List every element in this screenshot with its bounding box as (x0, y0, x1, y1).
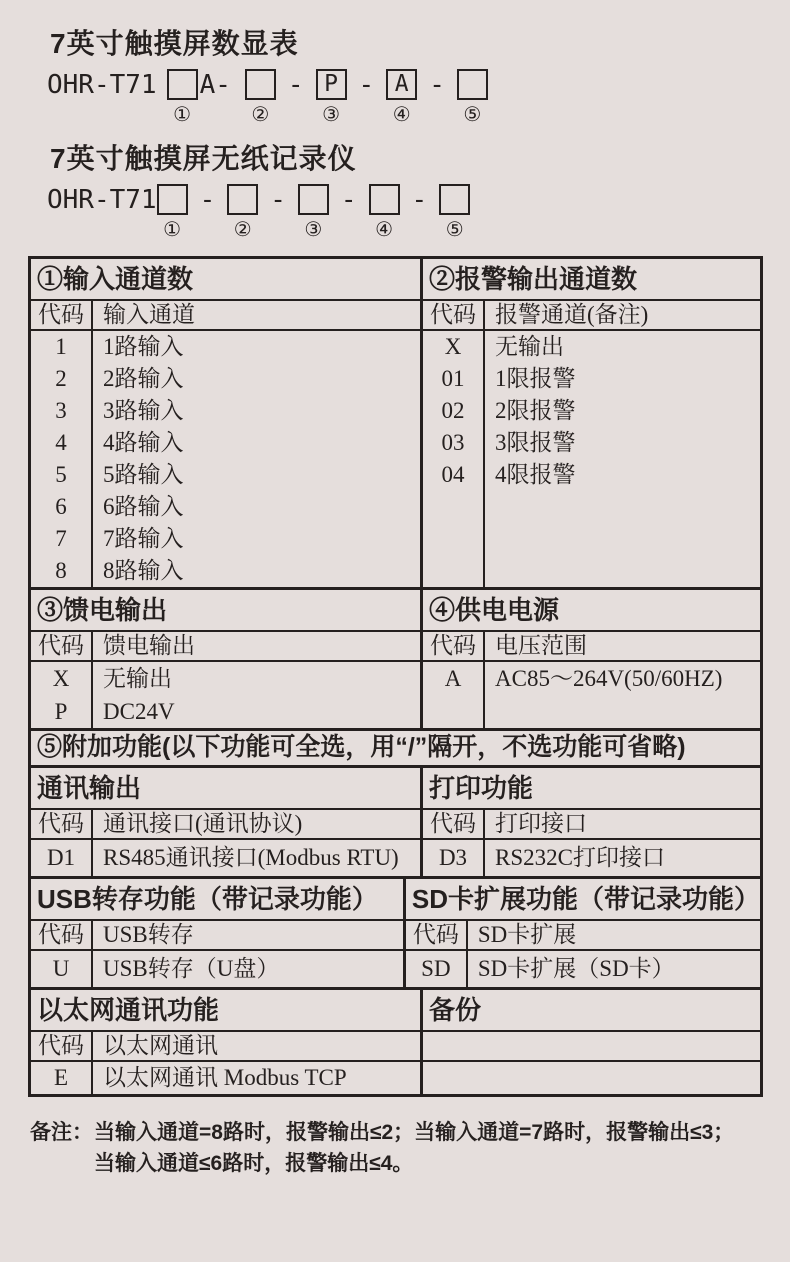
code-cell: P (54, 699, 68, 724)
model-separator: A- (199, 70, 231, 100)
desc-header: 打印接口 (495, 811, 587, 836)
model-prefix: OHR-T71 (47, 185, 157, 215)
desc-cell: 无输出 (495, 334, 564, 359)
backup-empty-body (423, 1032, 760, 1094)
model-box-5 (457, 69, 488, 100)
code-cell: 3 (55, 398, 67, 423)
code-header: 代码 (31, 810, 93, 838)
position-mark-1: ① (163, 219, 182, 241)
code-header: 代码 (31, 921, 93, 949)
section-ethernet-and-backup (31, 987, 760, 1094)
model-separator: - (429, 70, 445, 100)
section-header-usb: USB转存功能（带记录功能） (31, 879, 403, 921)
subheader-row (423, 810, 760, 840)
model-separator: - (199, 185, 216, 215)
feed-output-column (31, 590, 423, 728)
model-unit-1 (167, 69, 198, 127)
model-box-5 (439, 184, 470, 215)
code-column (31, 662, 93, 728)
desc-cell: DC24V (103, 699, 175, 724)
code-cell: 1 (55, 334, 67, 359)
code-cell: 01 (441, 366, 465, 391)
desc-column (93, 1062, 420, 1094)
model-unit-3 (298, 184, 329, 242)
section-header-sd-card: SD卡扩展功能（带记录功能） (406, 879, 760, 921)
code-header: 代码 (31, 301, 93, 329)
power-supply-column (423, 590, 760, 728)
section-header-feed-output: ③馈电输出 (31, 590, 420, 632)
desc-header: 以太网通讯 (103, 1033, 218, 1058)
code-cell: 6 (55, 494, 67, 519)
section-header-backup: 备份 (423, 990, 760, 1032)
footnote (30, 1117, 763, 1179)
code-header: 代码 (31, 632, 93, 660)
desc-cell: 4限报警 (495, 462, 576, 487)
footnote-label: 备注： (30, 1121, 93, 1144)
section-header-power-supply: ④供电电源 (423, 590, 760, 632)
footnote-text (94, 1117, 763, 1179)
usb-column (31, 879, 406, 987)
subheader-row (31, 301, 420, 331)
code-header: 代码 (31, 1032, 93, 1060)
desc-cell: 8路输入 (103, 558, 184, 583)
model-code-line-paperless-recorder (47, 184, 763, 242)
model-unit-5 (457, 69, 488, 127)
code-header: 代码 (423, 632, 485, 660)
section-usb-and-sd (31, 876, 760, 987)
code-cell: 02 (441, 398, 465, 423)
subheader-row (423, 301, 760, 331)
desc-column (93, 662, 420, 728)
model-unit-1 (157, 184, 188, 242)
code-cell: SD (421, 956, 451, 981)
desc-column (93, 951, 403, 987)
position-mark-5: ⑤ (445, 219, 464, 241)
input-channels-column (31, 259, 423, 587)
position-mark-2: ② (233, 219, 252, 241)
model-unit-2 (245, 69, 276, 127)
code-cell: 04 (441, 462, 465, 487)
model-box-2 (245, 69, 276, 100)
code-header: 代码 (423, 301, 485, 329)
code-column (423, 331, 485, 587)
position-mark-4: ④ (392, 104, 411, 126)
section-additional-functions (31, 728, 760, 765)
desc-cell: 4路输入 (103, 430, 184, 455)
desc-cell: 3路输入 (103, 398, 184, 423)
table-body (406, 951, 760, 987)
position-mark-5: ⑤ (463, 104, 482, 126)
model-unit-5 (439, 184, 470, 242)
model-unit-4 (386, 69, 417, 127)
table-body (423, 662, 760, 728)
desc-column (93, 331, 420, 587)
model-separator: - (411, 185, 428, 215)
code-cell: U (52, 956, 70, 981)
code-column (406, 951, 468, 987)
desc-header: 通讯接口(通讯协议) (103, 811, 303, 836)
desc-cell: RS485通讯接口(Modbus RTU) (103, 845, 399, 870)
empty-row (423, 1032, 760, 1062)
table-body (31, 951, 403, 987)
subheader-row (31, 921, 403, 951)
model-box-1 (157, 184, 188, 215)
desc-cell: 5路输入 (103, 462, 184, 487)
model-box-1 (167, 69, 198, 100)
model-box-2 (227, 184, 258, 215)
selection-table (28, 256, 763, 1097)
desc-cell: 以太网通讯 Modbus TCP (103, 1065, 347, 1090)
section-header-communication: 通讯输出 (31, 768, 420, 810)
position-mark-4: ④ (375, 219, 394, 241)
desc-column (93, 840, 420, 876)
subheader-row (31, 810, 420, 840)
subheader-row (423, 632, 760, 662)
alarm-outputs-column (423, 259, 760, 587)
desc-header: USB转存 (103, 922, 194, 947)
desc-column (485, 331, 760, 587)
code-cell: 2 (55, 366, 67, 391)
desc-cell: 2限报警 (495, 398, 576, 423)
sd-card-column (406, 879, 760, 987)
desc-header: 电压范围 (495, 633, 587, 658)
section-feed-and-power (31, 587, 760, 728)
position-mark-3: ③ (322, 104, 341, 126)
desc-header: 报警通道(备注) (495, 302, 649, 327)
code-cell: 8 (55, 558, 67, 583)
code-header: 代码 (406, 921, 468, 949)
table-body (423, 840, 760, 876)
desc-cell: USB转存（U盘） (103, 956, 280, 981)
backup-column (423, 990, 760, 1094)
section-header-ethernet: 以太网通讯功能 (31, 990, 420, 1032)
model-separator: - (358, 70, 375, 100)
code-column (31, 1062, 93, 1094)
code-column (31, 840, 93, 876)
code-cell: 03 (441, 430, 465, 455)
model-box-3 (298, 184, 329, 215)
printing-column (423, 768, 760, 876)
desc-header: 输入通道 (103, 302, 195, 327)
model-unit-4 (369, 184, 400, 242)
table-body (31, 662, 420, 728)
position-mark-3: ③ (304, 219, 323, 241)
model-separator: - (287, 70, 304, 100)
subheader-row (31, 1032, 420, 1062)
code-cell: E (53, 1065, 69, 1090)
code-column (423, 662, 485, 728)
table-body (31, 1062, 420, 1094)
position-mark-2: ② (251, 104, 270, 126)
desc-cell: AC85～264V(50/60HZ) (495, 666, 723, 691)
code-cell: X (444, 334, 462, 359)
code-column (31, 951, 93, 987)
desc-cell: 1限报警 (495, 366, 576, 391)
table-body (31, 840, 420, 876)
model-separator: - (340, 185, 357, 215)
subheader-row (406, 921, 760, 951)
desc-cell: 3限报警 (495, 430, 576, 455)
product-title-digital-meter: 7英寸触摸屏数显表 (50, 28, 299, 59)
desc-header: 馈电输出 (103, 633, 195, 658)
section-comm-and-print (31, 765, 760, 876)
desc-cell: 1路输入 (103, 334, 184, 359)
code-header: 代码 (423, 810, 485, 838)
desc-column (485, 840, 760, 876)
empty-row (423, 1062, 760, 1094)
model-separator: - (270, 185, 286, 215)
desc-column (468, 951, 760, 987)
desc-cell: 无输出 (103, 666, 172, 691)
desc-cell: 7路输入 (103, 526, 184, 551)
model-box-3: P (316, 69, 347, 100)
desc-cell: 6路输入 (103, 494, 184, 519)
product-title-paperless-recorder: 7英寸触摸屏无纸记录仪 (50, 143, 357, 174)
code-cell: D3 (438, 845, 468, 870)
desc-cell: SD卡扩展（SD卡） (477, 956, 675, 981)
section-input-and-alarm (31, 259, 760, 587)
code-cell: 4 (55, 430, 67, 455)
code-cell: 7 (55, 526, 67, 551)
desc-cell: RS232C打印接口 (495, 845, 665, 870)
code-column (31, 331, 93, 587)
code-column (423, 840, 485, 876)
desc-header: SD卡扩展 (477, 922, 577, 947)
code-cell: D1 (46, 845, 76, 870)
code-cell: 5 (55, 462, 67, 487)
model-prefix: OHR-T71 (47, 70, 157, 100)
subheader-row (31, 632, 420, 662)
code-cell: X (52, 666, 70, 691)
section-header-alarm-outputs: ②报警输出通道数 (423, 259, 760, 301)
model-box-4: A (386, 69, 417, 100)
table-body (31, 331, 420, 587)
section-header-input-channels: ①输入通道数 (31, 259, 420, 301)
position-mark-1: ① (173, 104, 192, 126)
communication-column (31, 768, 423, 876)
footnote-line-1: 当输入通道=8路时，报警输出≤2；当输入通道=7路时，报警输出≤3； (94, 1121, 735, 1144)
ethernet-column (31, 990, 423, 1094)
model-unit-2 (227, 184, 258, 242)
footnote-line-2: 当输入通道≤6路时，报警输出≤4。 (94, 1152, 414, 1175)
desc-column (485, 662, 760, 728)
table-body (423, 331, 760, 587)
additional-functions-note: ⑤附加功能(以下功能可全选，用“/”隔开，不选功能可省略) (37, 733, 686, 761)
model-unit-3 (316, 69, 347, 127)
desc-cell: 2路输入 (103, 366, 184, 391)
code-cell: A (444, 666, 462, 691)
model-code-line-digital-meter (47, 69, 763, 127)
model-box-4 (369, 184, 400, 215)
section-header-printing: 打印功能 (423, 768, 760, 810)
